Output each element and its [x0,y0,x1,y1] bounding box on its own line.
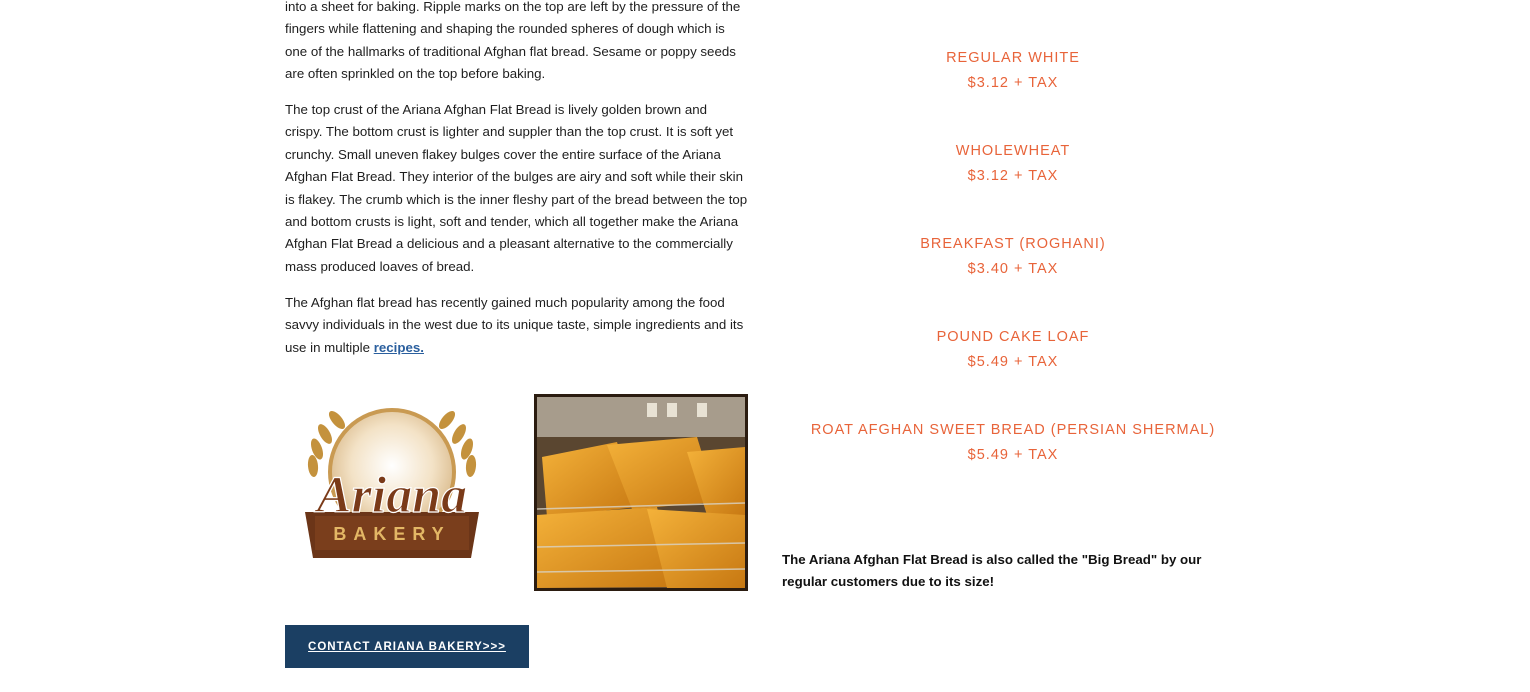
price-item-price: $3.12 + TAX [967,75,1059,91]
description-paragraph-3 [285,292,748,359]
price-item-wholewheat [782,141,1244,186]
flat-bread-photo [534,394,748,591]
price-item-name: REGULAR WHITE [946,50,1080,66]
price-item-regular-white [782,48,1244,93]
price-item-pound-cake-loaf [782,327,1244,372]
description-paragraph-2: The top crust of the Ariana Afghan Flat Bread is lively golden brown and crispy. The bottom crust is lighter and suppler than the top crust. It is soft yet crunchy. Small uneven flakey bulges cover the entire surface of the Ariana Afghan Flat Bread. They interior of the bulges are airy and soft while their skin is flakey. The crumb which is the inner fleshy part of the bread between the top and bottom crusts is light, soft and tender, which all together make the Ariana Afghan Flat Bread a delicious and a pleasant alternative to the commercially mass produced loaves of bread. [285,102,748,274]
big-bread-note: The Ariana Afghan Flat Bread is also called the "Big Bread" by our regular customers due to its size! [782,552,1202,590]
recipes-link[interactable]: recipes. [373,339,424,355]
description-paragraph-3-text: The Afghan flat bread has recently gained much popularity among the food savvy individuals in the west due to its unique taste, simple ingredients and its use in multiple [285,295,744,355]
ariana-bakery-logo [285,394,499,564]
logo-sub: BAKERY [333,524,451,544]
price-item-price: $3.40 + TAX [967,261,1059,277]
price-item-price: $3.12 + TAX [967,168,1059,184]
price-item-price: $5.49 + TAX [967,354,1059,370]
logo-word: Ariana [316,467,468,524]
price-item-breakfast-roghani [782,234,1244,279]
price-item-roat-afghan-sweet-bread [782,420,1244,465]
price-item-name: WHOLEWHEAT [955,143,1071,159]
price-item-name: ROAT AFGHAN SWEET BREAD (PERSIAN SHERMAL) [810,422,1216,438]
price-item-price: $5.49 + TAX [967,447,1059,463]
price-item-name: POUND CAKE LOAF [936,329,1090,345]
contact-ariana-bakery-button[interactable]: CONTACT ARIANA BAKERY>>> [285,625,529,668]
price-item-name: BREAKFAST (ROGHANI) [920,236,1106,252]
description-paragraph-1: into a sheet for baking. Ripple marks on the top are left by the pressure of the fingers while flattening and shaping the rounded spheres of dough which is one of the hallmarks of traditional Afghan flat bread. Sesame or poppy seeds are often sprinkled on the top before baking. [285,0,741,82]
